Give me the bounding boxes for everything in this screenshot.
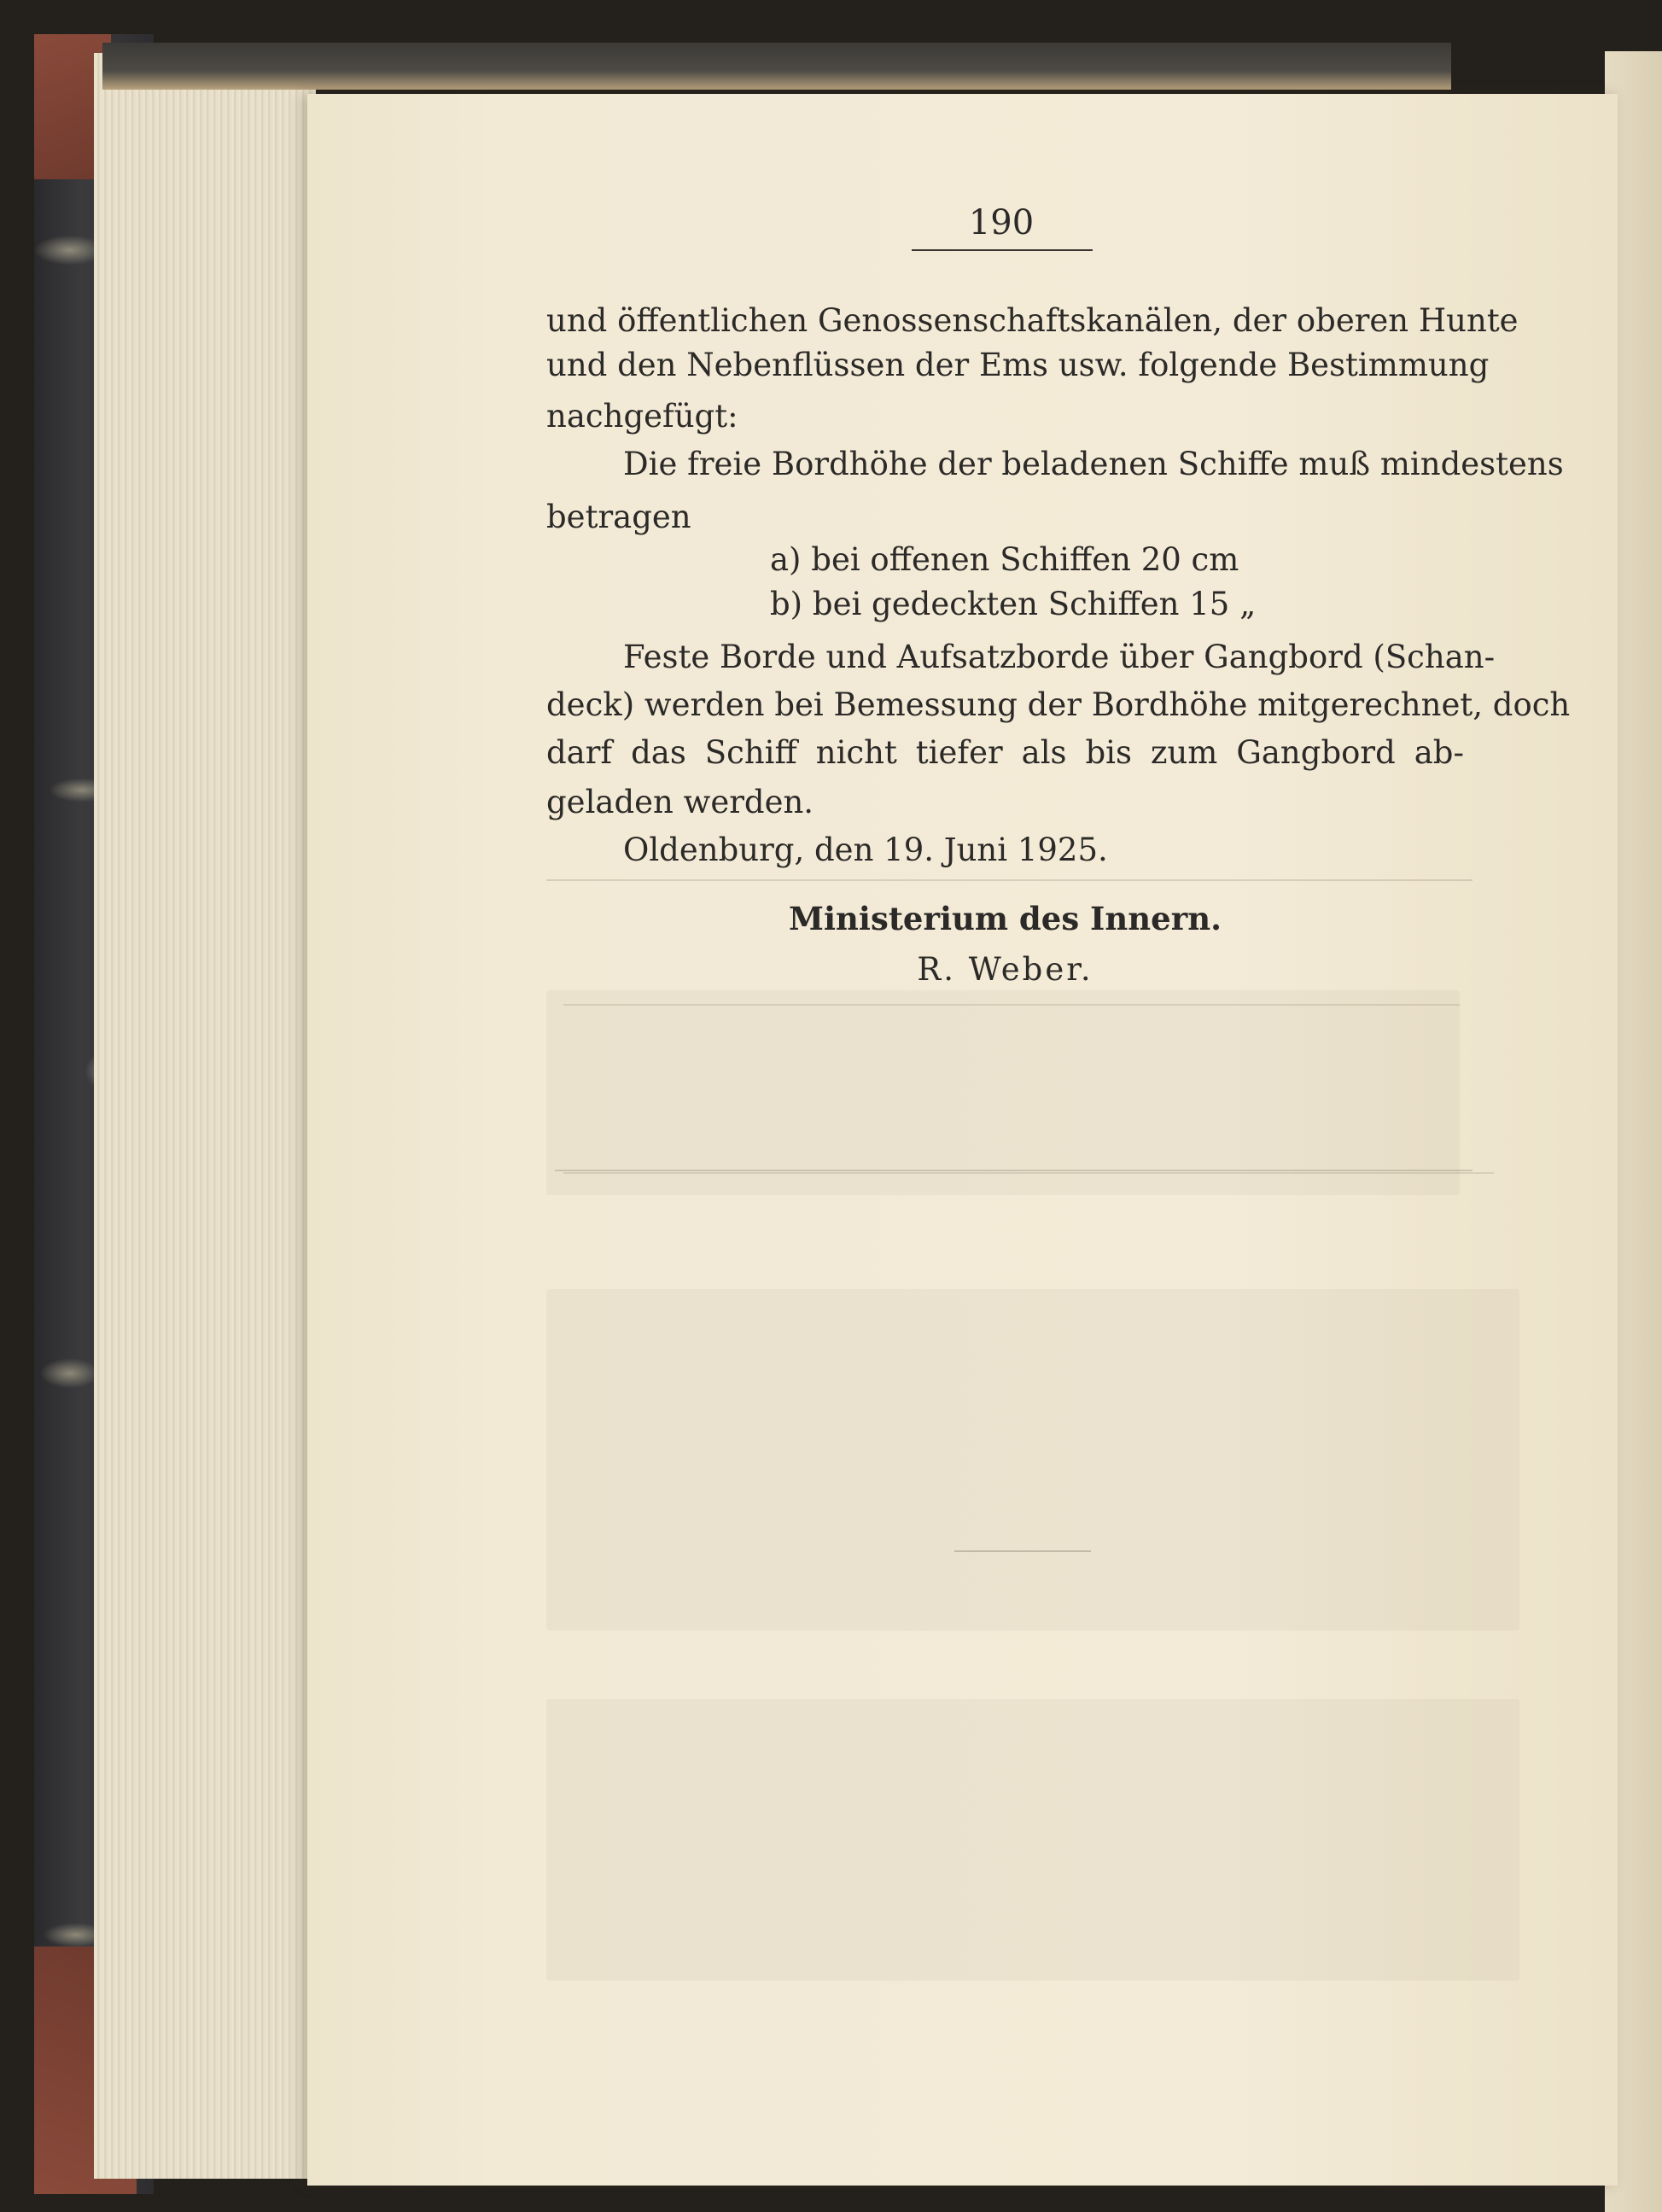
bleed-through-rule — [555, 1170, 1472, 1171]
bleed-through-block — [546, 1289, 1519, 1631]
list-item: b) bei gedeckten Schiffen 15 „ — [770, 586, 1257, 622]
signature-name: R. Weber. — [917, 951, 1093, 988]
text-line: darf das Schiff nicht tiefer als bis zum Gangbord ab- — [546, 734, 1464, 771]
text-line: Feste Borde und Aufsatzborde über Gangbord (Schan- — [623, 639, 1496, 675]
text-line: nachgefügt: — [546, 398, 738, 435]
text-line: und den Nebenflüssen der Ems usw. folgende Bestimmung — [546, 347, 1490, 383]
signature-authority: Ministerium des Innern. — [789, 900, 1222, 937]
text-line: geladen werden. — [546, 784, 814, 820]
page-number-rule — [912, 249, 1093, 251]
bleed-through-line — [563, 1172, 1494, 1174]
page-number: 190 — [968, 203, 1035, 242]
text-line: Die freie Bordhöhe der beladenen Schiffe muß mindestens — [623, 446, 1564, 482]
page-edges — [94, 53, 316, 2179]
bleed-through-line — [563, 1004, 1460, 1006]
text-line: und öffentlichen Genossenschaftskanälen, der oberen Hunte — [546, 302, 1519, 339]
list-item: a) bei offenen Schiffen 20 cm — [770, 541, 1239, 578]
cover-top-edge — [102, 43, 1451, 90]
bleed-through-block — [546, 990, 1460, 1195]
bleed-through-short-rule — [954, 1550, 1091, 1552]
bleed-through-block — [546, 1699, 1519, 1981]
text-line: deck) werden bei Bemessung der Bordhöhe mitgerechnet, doch — [546, 686, 1571, 723]
date-line: Oldenburg, den 19. Juni 1925. — [623, 832, 1108, 868]
faint-rule — [546, 879, 1472, 881]
text-line: betragen — [546, 499, 691, 535]
